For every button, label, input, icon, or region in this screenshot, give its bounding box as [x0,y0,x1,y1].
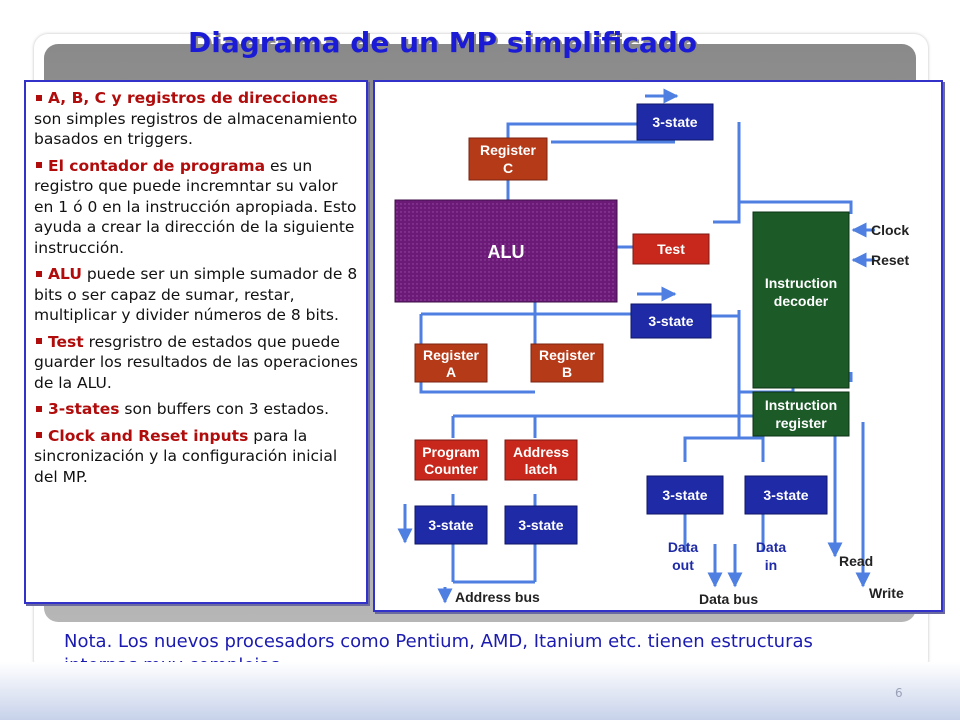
mp-block-diagram [375,82,941,610]
bullet-keyword: A, B, C y registros de direcciones [48,89,338,107]
register-c-label: Register [479,142,537,158]
bullet-keyword: 3-states [48,400,120,418]
instruction-decoder-label-2: decoder [773,293,829,309]
bullet-keyword: El contador de programa [48,156,266,175]
address-latch-label: Address [512,444,570,460]
bullet-square-icon [36,271,42,277]
bullet-registers [34,88,360,150]
three-state-middle-label: 3-state [648,313,694,329]
bullet-square-icon [36,432,42,438]
alu-label: ALU [487,242,525,262]
bullet-clock-reset [34,426,360,488]
register-c-letter: C [502,160,514,176]
program-counter-label-2: Counter [424,461,478,477]
three-state-pc-label: 3-state [428,517,474,533]
program-counter-label: Program [422,444,480,460]
three-state-latch-label: 3-state [518,517,564,533]
data-in-label: Data [755,539,787,555]
bullet-alu [34,264,360,326]
clock-label: Clock [871,222,910,238]
three-state-top-label: 3-state [652,114,698,130]
data-out-label: Data [667,539,699,555]
register-a-label: Register [422,347,480,363]
instruction-register-label-2: register [775,415,827,431]
register-b-label: Register [538,347,596,363]
bullet-text: son simples registros de almacenamiento basados en triggers. [34,109,358,148]
bullet-square-icon [36,338,42,344]
bullet-list [26,82,366,487]
read-label: Read [839,553,874,569]
bullet-text: resgristro de estados que puede guarder los resultados de las operaciones de la ALU. [34,332,358,392]
bullet-program-counter [34,156,360,259]
bullet-text: son buffers con 3 estados. [119,400,330,418]
bullet-text: para la sincronización y la configuración inicial del MP. [34,426,338,486]
instruction-decoder-label: Instruction [764,275,838,291]
address-bus-label: Address bus [455,589,540,605]
register-b-letter: B [561,364,573,380]
data-bus-label: Data bus [699,591,759,607]
address-latch-label-2: latch [524,461,558,477]
data-out-label-2: out [672,557,694,573]
register-a-letter: A [445,364,457,380]
bullet-text: es un registro que puede incremntar su valor en 1 ó 0 en la instrucción apropiada. Esto ayuda a crear la dirección de la siguiente instrucción. [34,156,357,257]
page-number: 6 [895,686,903,700]
text-panel [24,80,368,604]
bullet-keyword: Test [48,332,84,351]
bullet-3-states [34,399,360,420]
reset-label: Reset [871,252,910,268]
bullet-test [34,332,360,394]
three-state-data-out-label: 3-state [662,487,708,503]
bullet-keyword: ALU [48,265,82,283]
test-label: Test [657,241,685,257]
bullet-square-icon [36,95,42,101]
bullet-square-icon [36,162,42,168]
bullet-text: puede ser un simple sumador de 8 bits o ser capaz de sumar, restar, multiplicar y divider números de 8 bits. [34,265,358,324]
footer-bar [0,662,960,720]
bullet-keyword: Clock and Reset inputs [48,426,249,445]
slide-title: Diagrama de un MP simplificado [188,26,698,59]
instruction-register-label: Instruction [764,397,838,413]
diagram-panel [373,80,943,612]
three-state-data-in-label: 3-state [763,487,809,503]
write-label: Write [869,585,904,601]
data-in-label-2: in [764,557,778,573]
bullet-square-icon [36,406,42,412]
note-body: Nota. Los nuevos procesadors como Pentium, AMD, Itanium etc. tienen estructuras [64,631,813,652]
